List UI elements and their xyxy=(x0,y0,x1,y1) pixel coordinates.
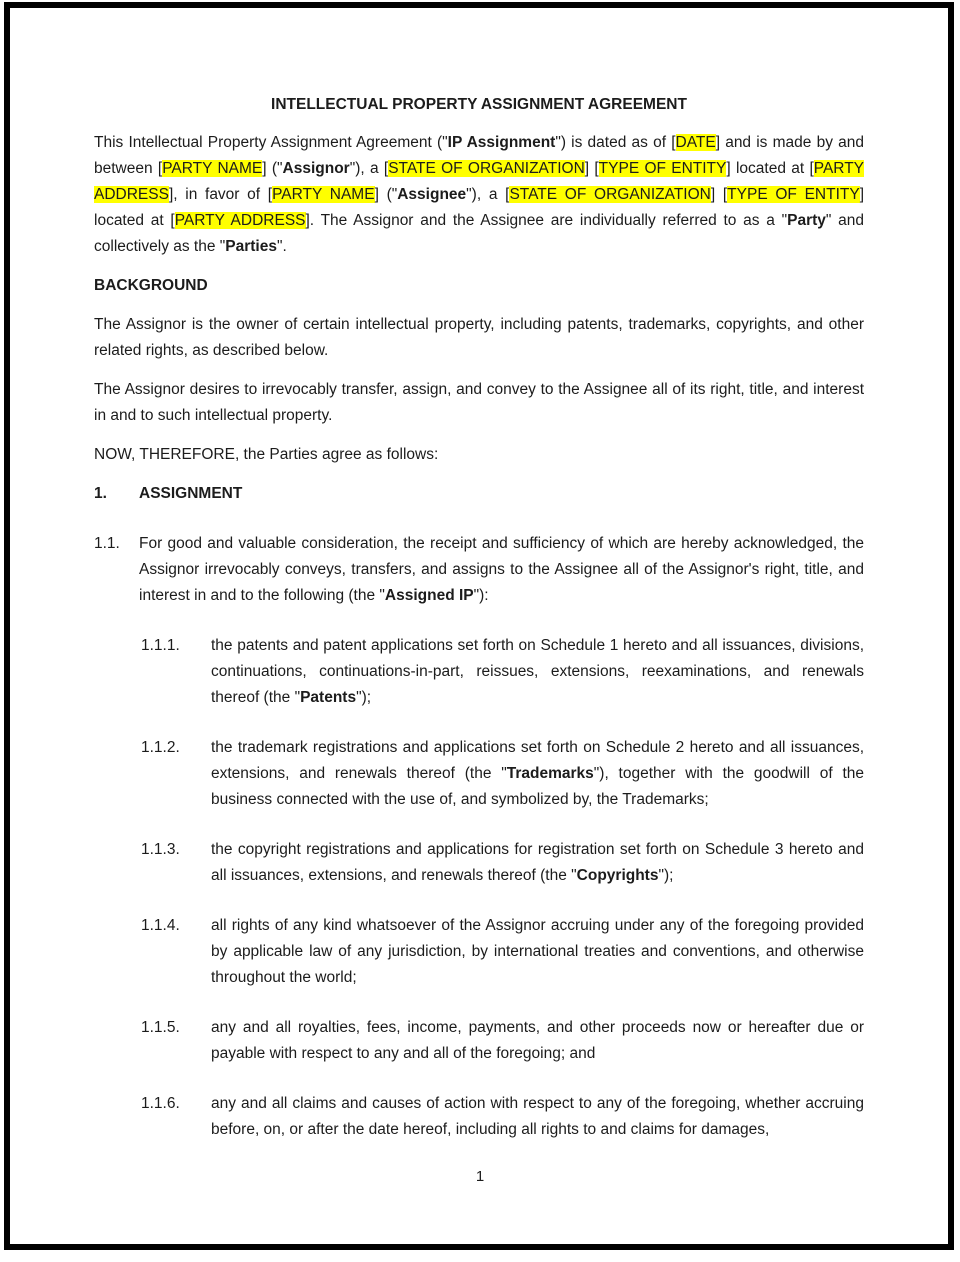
now-therefore-paragraph xyxy=(94,442,864,468)
clause-text xyxy=(211,913,864,991)
clause-1-1 xyxy=(94,531,864,609)
page-number: 1 xyxy=(475,1168,485,1185)
clause-1-1-1 xyxy=(141,633,864,711)
text-segment: ") is dated as of [ xyxy=(555,134,676,151)
text-segment: ] (" xyxy=(374,186,398,203)
text-segment: ] (" xyxy=(262,160,283,177)
text-segment: ASSIGNMENT xyxy=(139,485,243,502)
text-segment: The Assignor desires to irrevocably transfer, assign, and convey to the Assignee all of its right, title, and interest in and to such intellectual property. xyxy=(94,381,864,424)
document-title: INTELLECTUAL PROPERTY ASSIGNMENT AGREEMENT xyxy=(271,96,687,113)
text-segment: Patents xyxy=(300,689,357,706)
text-segment: IP Assignment xyxy=(447,134,556,151)
placeholder-field: DATE xyxy=(675,134,716,151)
placeholder-field: PARTY NAME xyxy=(272,186,375,203)
text-segment: the patents and patent applications set forth on Schedule 1 hereto and all issuances, divisions, continuations, continuations-in-part, reissues, extensions, reexaminations, and renewals thereof (the " xyxy=(211,637,864,706)
placeholder-field: PARTY ADDRESS xyxy=(174,212,306,229)
text-segment: Trademarks xyxy=(506,765,594,782)
text-segment: ] [ xyxy=(584,160,599,177)
text-segment: "); xyxy=(658,867,674,884)
clause-number: 1.1.1. xyxy=(141,637,180,654)
text-segment: Copyrights xyxy=(576,867,659,884)
placeholder-field: PARTY NAME xyxy=(162,160,263,177)
text-segment: ] located at [ xyxy=(726,160,814,177)
clause-text xyxy=(211,633,864,711)
text-segment: Assignee xyxy=(397,186,467,203)
text-segment: Parties xyxy=(225,238,277,255)
text-segment: ], in favor of [ xyxy=(168,186,273,203)
text-segment: ]. The Assignor and the Assignee are individually referred to as a " xyxy=(305,212,788,229)
clause-number: 1.1.3. xyxy=(141,841,180,858)
placeholder-field: TYPE OF ENTITY xyxy=(727,186,860,203)
clause-text xyxy=(139,481,864,507)
text-segment: all rights of any kind whatsoever of the Assignor accruing under any of the foregoing provided by applicable law of any jurisdiction, by international treaties and conventions, and otherwise throughout the world; xyxy=(211,917,864,986)
text-segment: "); xyxy=(356,689,372,706)
clause-text xyxy=(211,735,864,813)
text-segment: any and all royalties, fees, income, payments, and other proceeds now or hereafter due or payable with respect to any and all of the foregoing; and xyxy=(211,1019,864,1062)
text-segment: ". xyxy=(276,238,287,255)
text-segment: Party xyxy=(787,212,826,229)
text-segment: any and all claims and causes of action with respect to any of the foregoing, whether accruing before, on, or after the date hereof, including all rights to and claims for damages, xyxy=(211,1095,864,1138)
clause-number: 1. xyxy=(94,485,107,502)
background-paragraph-1 xyxy=(94,312,864,364)
clause-text xyxy=(211,1015,864,1067)
text-segment: For good and valuable consideration, the receipt and sufficiency of which are hereby acknowledged, the Assignor irrevocably conveys, transfers, and assigns to the Assignee all of the Assignor's right, title, and interest in and to the following (the " xyxy=(139,535,864,604)
clause-text xyxy=(211,837,864,889)
clause-number: 1.1.4. xyxy=(141,917,180,934)
text-segment: the trademark registrations and applications set forth on Schedule 2 hereto and all issuances, extensions, and renewals thereof (the " xyxy=(211,739,864,782)
document-content xyxy=(94,0,864,1167)
text-segment: "), a [ xyxy=(466,186,510,203)
document-body xyxy=(94,130,864,1143)
clause-1-1-5 xyxy=(141,1015,864,1067)
section-1-heading xyxy=(94,481,864,507)
text-segment: ] and is made by and between [ xyxy=(94,134,864,177)
clause-text xyxy=(139,531,864,609)
placeholder-field: STATE OF ORGANIZATION xyxy=(509,186,711,203)
text-segment: " and collectively as the " xyxy=(94,212,865,255)
clause-text xyxy=(211,1091,864,1143)
text-segment: the copyright registrations and applications for registration set forth on Schedule 3 hereto and all issuances, extensions, and renewals thereof (the " xyxy=(211,841,864,884)
background-heading: BACKGROUND xyxy=(94,277,208,294)
clause-number: 1.1. xyxy=(94,535,120,552)
text-segment: "), a [ xyxy=(349,160,389,177)
text-segment: ] [ xyxy=(710,186,728,203)
text-segment: "): xyxy=(473,587,489,604)
text-segment: The Assignor is the owner of certain intellectual property, including patents, trademarks, copyrights, and other related rights, as described below. xyxy=(94,316,864,359)
text-segment: NOW, THEREFORE, the Parties agree as follows: xyxy=(94,446,439,463)
text-segment: Assigned IP xyxy=(384,587,474,604)
clause-1-1-4 xyxy=(141,913,864,991)
placeholder-field: STATE OF ORGANIZATION xyxy=(388,160,585,177)
clause-1-1-3 xyxy=(141,837,864,889)
clause-number: 1.1.6. xyxy=(141,1095,180,1112)
placeholder-field: PARTY ADDRESS xyxy=(94,160,865,203)
clause-number: 1.1.2. xyxy=(141,739,180,756)
clause-1-1-2 xyxy=(141,735,864,813)
clause-number: 1.1.5. xyxy=(141,1019,180,1036)
text-segment: ] located at [ xyxy=(94,186,864,229)
clause-1-1-6 xyxy=(141,1091,864,1143)
background-paragraph-2 xyxy=(94,377,864,429)
placeholder-field: TYPE OF ENTITY xyxy=(598,160,727,177)
intro-paragraph xyxy=(94,130,864,260)
text-segment: Assignor xyxy=(282,160,350,177)
text-segment: "), together with the goodwill of the business connected with the use of, and symbolized by, the Trademarks; xyxy=(211,765,864,808)
text-segment: This Intellectual Property Assignment Agreement (" xyxy=(94,134,448,151)
